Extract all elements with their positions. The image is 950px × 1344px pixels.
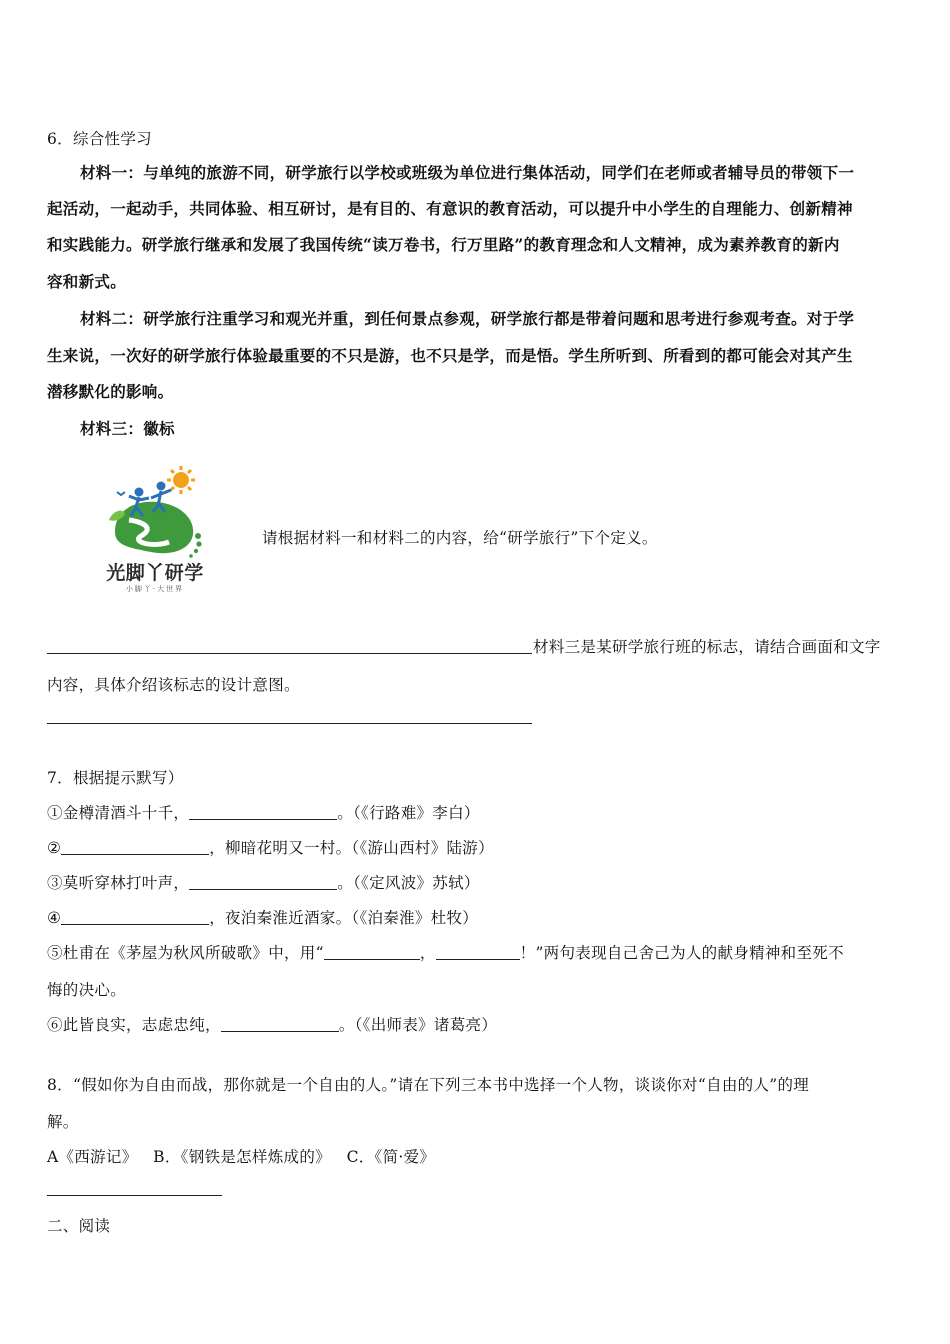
q7-item3: ③莫听穿林打叶声， 。（《定风波》苏轼） — [47, 874, 480, 892]
answer-line-1[interactable] — [47, 653, 532, 654]
prompt-define: 请根据材料一和材料二的内容，给“研学旅行”下个定义。 — [262, 529, 658, 547]
fill-blank[interactable] — [61, 908, 209, 925]
section-heading: 二、阅读 — [47, 1217, 111, 1235]
q7-item2: ② ，柳暗花明又一村。（《游山西村》陆游） — [47, 839, 494, 857]
q7-item5-cont: 悔的决心。 — [47, 981, 127, 999]
footprint-logo-icon — [95, 462, 215, 562]
q7-item5: ⑤杜甫在《茅屋为秋风所破歌》中，用“ ， ！”两句表现自己舍己为人的献身精神和至死不 — [47, 944, 844, 962]
fill-blank[interactable] — [221, 1015, 339, 1032]
answer-line-2[interactable] — [47, 723, 532, 724]
study-tour-logo — [95, 462, 215, 602]
q8-line2: 解。 — [47, 1113, 79, 1131]
logo-tagline: 小脚丫·大世界 — [125, 585, 185, 593]
q7-item1: ①金樽清酒斗十千， 。（《行路难》李白） — [47, 804, 480, 822]
fill-blank[interactable] — [324, 943, 420, 960]
material2-line1: 材料二：研学旅行注重学习和观光并重，到任何景点参观，研学旅行都是带着问题和思考进行参观考查。对于学 — [80, 309, 855, 328]
fill-blank[interactable] — [189, 803, 337, 820]
q8-line1: 8．“假如你为自由而战，那你就是一个自由的人。”请在下列三本书中选择一个人物，谈谈你对“自由的人”的理 — [47, 1076, 810, 1094]
material3-label: 材料三：徽标 — [80, 419, 175, 438]
answer-line-3[interactable] — [47, 1195, 222, 1196]
material1-line3: 和实践能力。研学旅行继承和发展了我国传统“读万卷书，行万里路”的教育理念和人文精神，成为素养教育的新内 — [47, 235, 840, 254]
prompt-logo-line2: 内容，具体介绍该标志的设计意图。 — [47, 676, 300, 694]
fill-blank[interactable] — [436, 943, 520, 960]
q7-item4: ④ ，夜泊秦淮近酒家。（《泊秦淮》杜牧） — [47, 909, 479, 927]
q7-title: 7．根据提示默写） — [47, 769, 184, 787]
q6-title: 6．综合性学习 — [47, 130, 152, 148]
fill-blank[interactable] — [189, 873, 337, 890]
q8-options: A《西游记》 B．《钢铁是怎样炼成的》 C．《简·爱》 — [47, 1148, 436, 1166]
material1-line2: 起活动，一起动手，共同体验、相互研讨，是有目的、有意识的教育活动，可以提升中小学生的自理能力、创新精神 — [47, 199, 853, 218]
material2-line3: 潜移默化的影响。 — [47, 382, 174, 401]
material1-line1: 材料一：与单纯的旅游不同，研学旅行以学校或班级为单位进行集体活动，同学们在老师或者辅导员的带领下一 — [80, 163, 855, 182]
prompt-logo-line1: 材料三是某研学旅行班的标志，请结合画面和文字 — [533, 638, 881, 656]
material2-line2: 生来说，一次好的研学旅行体验最重要的不只是游，也不只是学，而是悟。学生所听到、所看到的都可能会对其产生 — [47, 346, 853, 365]
material1-line4: 容和新式。 — [47, 272, 127, 291]
fill-blank[interactable] — [61, 838, 209, 855]
logo-wordmark: 光脚丫研学 — [106, 562, 204, 584]
q7-item6: ⑥此皆良实，志虑忠纯， 。（《出师表》诸葛亮） — [47, 1016, 498, 1034]
